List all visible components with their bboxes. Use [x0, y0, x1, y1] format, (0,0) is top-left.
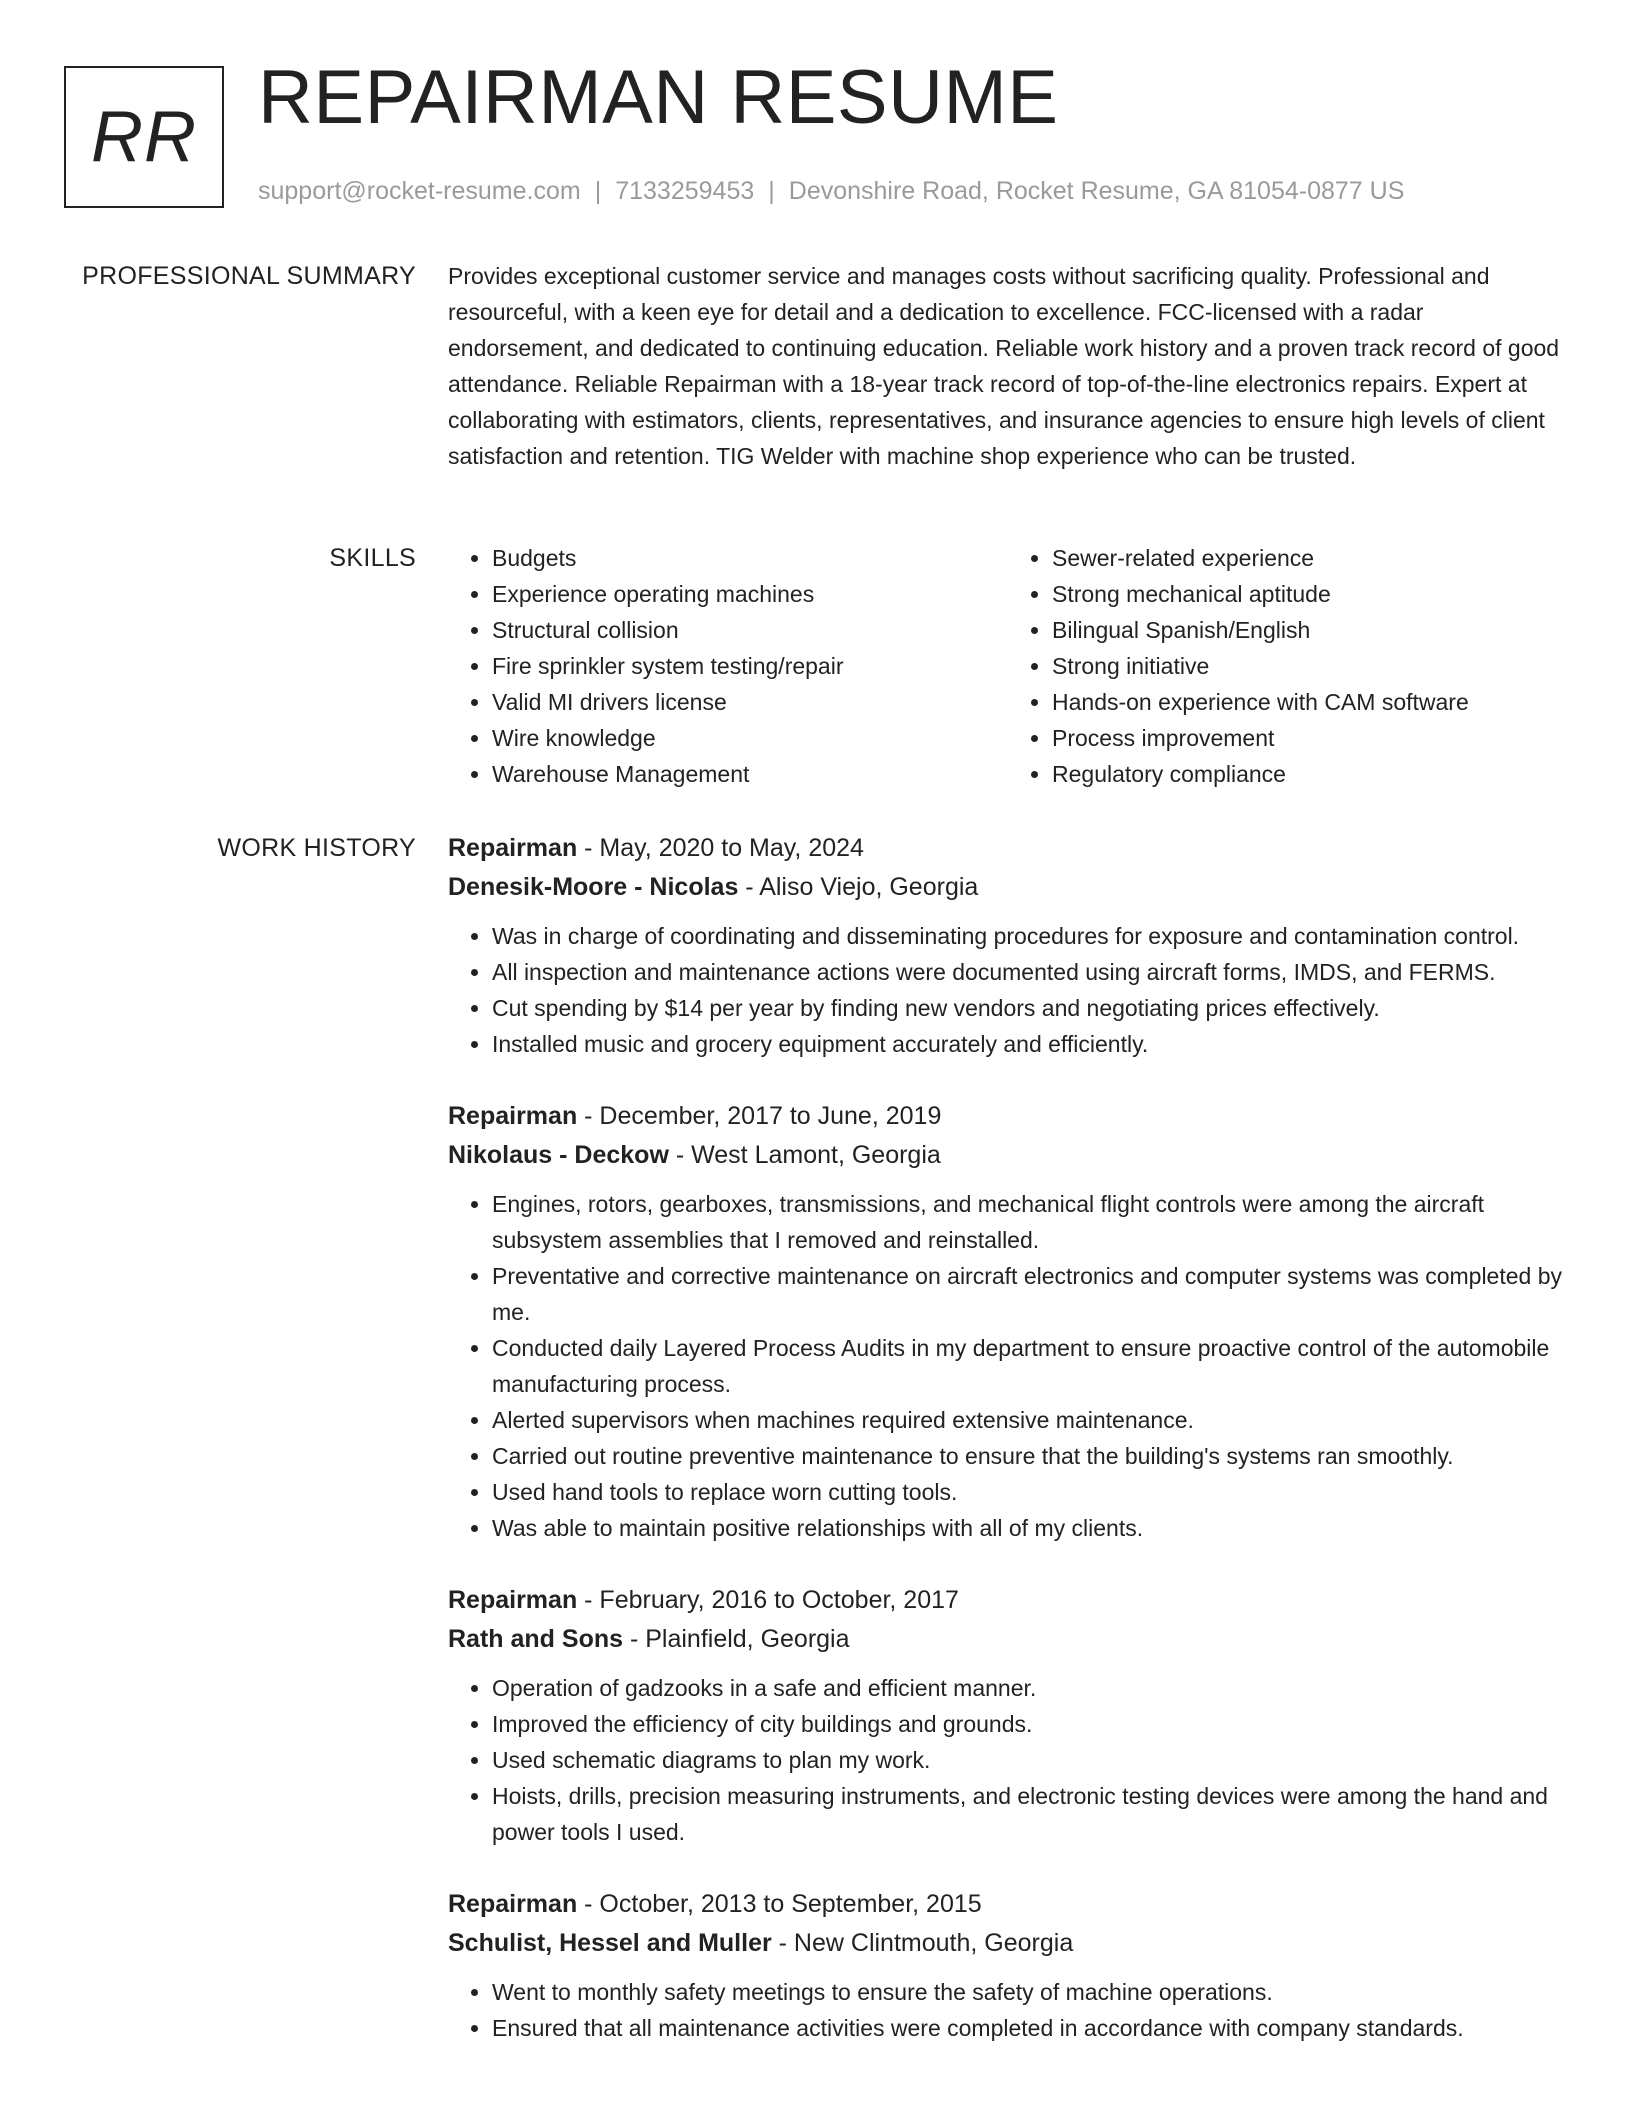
job-title-line	[448, 1884, 1568, 1924]
contact-phone[interactable]: 7133259453	[615, 177, 755, 205]
job-location: - New Clintmouth, Georgia	[771, 1929, 1074, 1957]
job-bullet: • Alerted supervisors when machines required extensive maintenance.	[492, 1402, 1568, 1438]
job-entry	[448, 1580, 1568, 1850]
skill-item: • Strong mechanical aptitude	[1052, 576, 1568, 612]
skill-item: • Regulatory compliance	[1052, 756, 1568, 792]
summary-heading: PROFESSIONAL SUMMARY	[82, 262, 416, 290]
job-title: Repairman	[448, 1890, 578, 1918]
job-bullet: • Improved the efficiency of city buildings and grounds.	[492, 1706, 1568, 1742]
skill-item: • Budgets	[492, 540, 1008, 576]
job-company-line	[448, 1136, 1568, 1174]
job-dates: - October, 2013 to September, 2015	[577, 1890, 982, 1918]
skill-item: • Bilingual Spanish/English	[1052, 612, 1568, 648]
job-bullet: • Ensured that all maintenance activities were completed in accordance with company standards.	[492, 2010, 1568, 2046]
job-bullet: • Preventative and corrective maintenance on aircraft electronics and computer systems was completed by me.	[492, 1258, 1568, 1330]
job-bullet: • All inspection and maintenance actions were documented using aircraft forms, IMDS, and FERMS.	[492, 954, 1568, 990]
summary-text: Provides exceptional customer service and manages costs without sacrificing quality. Professional and resourceful, with a keen eye for detail and a dedication to excellence. FCC-licensed with a radar endorsement, and dedicated to continuing education. Reliable work history and a proven track record of good attendance. Reliable Repairman with a 18-year track record of top-of-the-line electronics repairs. Expert at collaborating with estimators, clients, representatives, and insurance agencies to ensure high levels of client satisfaction and retention. TIG Welder with machine shop experience who can be trusted.	[448, 263, 1560, 469]
job-bullet: • Operation of gadzooks in a safe and efficient manner.	[492, 1670, 1568, 1706]
contact-separator: |	[768, 177, 775, 205]
job-bullet: • Was able to maintain positive relationships with all of my clients.	[492, 1510, 1568, 1546]
skill-item: • Sewer-related experience	[1052, 540, 1568, 576]
job-bullet: • Installed music and grocery equipment accurately and efficiently.	[492, 1026, 1568, 1062]
skill-item: • Warehouse Management	[492, 756, 1008, 792]
skills-section	[448, 540, 1568, 792]
skill-item: • Hands-on experience with CAM software	[1052, 684, 1568, 720]
job-company: Denesik-Moore - Nicolas	[448, 873, 739, 901]
monogram-initials: RR	[91, 97, 197, 177]
job-bullet: • Used schematic diagrams to plan my work.	[492, 1742, 1568, 1778]
job-bullets	[448, 1670, 1568, 1850]
job-bullets	[448, 918, 1568, 1062]
skill-item: • Wire knowledge	[492, 720, 1008, 756]
job-location: - Plainfield, Georgia	[623, 1625, 850, 1653]
work-history-section	[448, 828, 1568, 2080]
job-company: Nikolaus - Deckow	[448, 1141, 669, 1169]
job-title: Repairman	[448, 834, 578, 862]
job-company-line	[448, 868, 1568, 906]
skills-list-right	[1008, 540, 1568, 792]
job-title-line	[448, 828, 1568, 868]
job-entry	[448, 1096, 1568, 1546]
skills-list-left	[448, 540, 1008, 792]
job-bullets	[448, 1186, 1568, 1546]
job-location: - Aliso Viejo, Georgia	[738, 873, 979, 901]
skills-heading: SKILLS	[329, 544, 416, 572]
summary-section	[448, 258, 1568, 474]
contact-email[interactable]: support@rocket-resume.com	[258, 177, 581, 205]
monogram-logo	[64, 66, 224, 208]
job-dates: - May, 2020 to May, 2024	[577, 834, 864, 862]
job-company-line	[448, 1620, 1568, 1658]
job-dates: - December, 2017 to June, 2019	[577, 1102, 942, 1130]
job-bullet: • Was in charge of coordinating and disseminating procedures for exposure and contamination control.	[492, 918, 1568, 954]
job-title-line	[448, 1580, 1568, 1620]
work-history-heading: WORK HISTORY	[217, 834, 416, 862]
skill-item: • Fire sprinkler system testing/repair	[492, 648, 1008, 684]
skill-item: • Process improvement	[1052, 720, 1568, 756]
job-bullet: • Cut spending by $14 per year by finding new vendors and negotiating prices effectively.	[492, 990, 1568, 1026]
job-bullet: • Carried out routine preventive maintenance to ensure that the building's systems ran smoothly.	[492, 1438, 1568, 1474]
job-title: Repairman	[448, 1102, 578, 1130]
resume-title: REPAIRMAN RESUME	[258, 55, 1059, 140]
job-bullet: • Engines, rotors, gearboxes, transmissions, and mechanical flight controls were among the aircraft subsystem assemblies that I removed and reinstalled.	[492, 1186, 1568, 1258]
contact-line	[258, 176, 1404, 206]
job-title-line	[448, 1096, 1568, 1136]
skill-item: • Structural collision	[492, 612, 1008, 648]
skill-item: • Valid MI drivers license	[492, 684, 1008, 720]
contact-address: Devonshire Road, Rocket Resume, GA 81054-0877 US	[788, 177, 1405, 205]
job-bullet: • Hoists, drills, precision measuring instruments, and electronic testing devices were among the hand and power tools I used.	[492, 1778, 1568, 1850]
job-company: Schulist, Hessel and Muller	[448, 1929, 772, 1957]
skill-item: • Strong initiative	[1052, 648, 1568, 684]
job-company: Rath and Sons	[448, 1625, 624, 1653]
job-entry	[448, 1884, 1568, 2046]
job-company-line	[448, 1924, 1568, 1962]
job-dates: - February, 2016 to October, 2017	[577, 1586, 959, 1614]
job-bullet: • Used hand tools to replace worn cutting tools.	[492, 1474, 1568, 1510]
job-entry	[448, 828, 1568, 1062]
job-bullet: • Conducted daily Layered Process Audits in my department to ensure proactive control of the automobile manufacturing process.	[492, 1330, 1568, 1402]
skill-item: • Experience operating machines	[492, 576, 1008, 612]
job-title: Repairman	[448, 1586, 578, 1614]
contact-separator: |	[594, 177, 602, 205]
job-bullets	[448, 1974, 1568, 2046]
job-bullet: • Went to monthly safety meetings to ensure the safety of machine operations.	[492, 1974, 1568, 2010]
job-location: - West Lamont, Georgia	[668, 1141, 941, 1169]
